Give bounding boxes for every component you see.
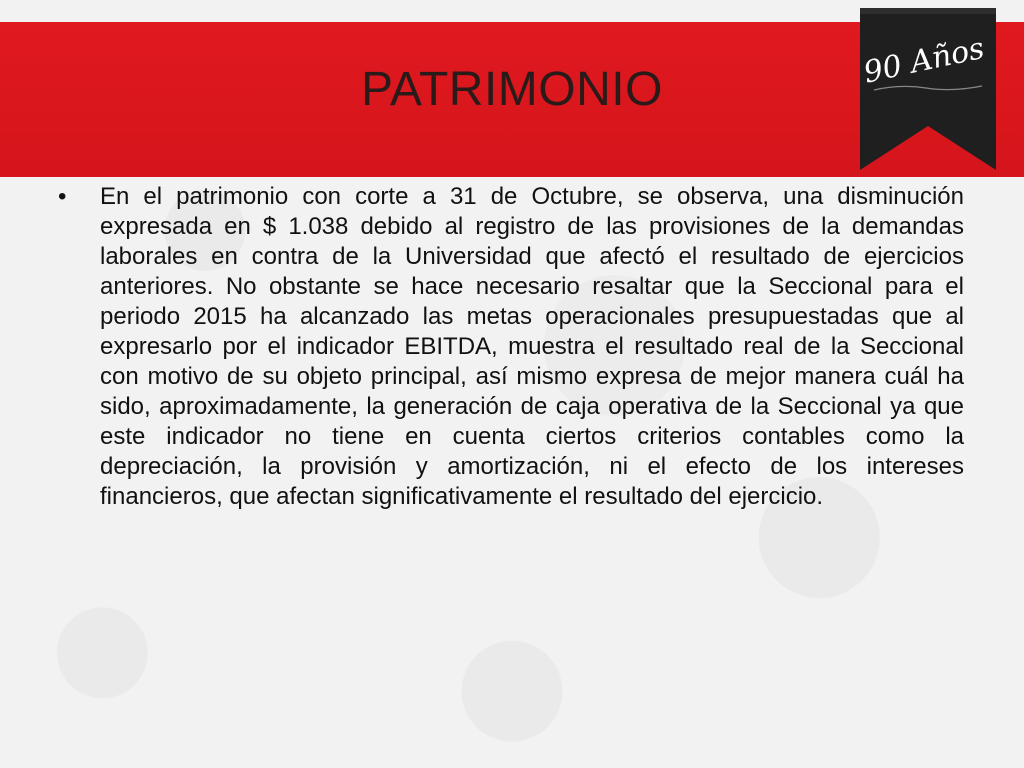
slide-title: PATRIMONIO [361,63,663,116]
bullet-text: En el patrimonio con corte a 31 de Octubre, se observa, una disminución expresada en $ 1.038 debido al registro de las provisiones de la demandas laborales en contra de la Universidad que afectó el resultado de ejercicios anteriores. No obstante se hace necesario resaltar que la Seccional para el periodo 2015 ha alcanzado las metas operacionales presupuestadas que al expresarlo por el indicador EBITDA, muestra el resultado real de la Seccional con motivo de su objeto principal, así mismo expresa de mejor manera cuál ha sido, aproximadamente, la generación de caja operativa de la Seccional ya que este indicador no tiene en cuenta ciertos criterios contables como la depreciación, la provisión y amortización, ni el efecto de los intereses financieros, que afectan significativamente el resultado del ejercicio. [100,183,964,510]
badge-text: 90 Años [860,30,988,91]
bullet-item [58,182,964,512]
bullet-marker: • [58,183,67,210]
slide-body [58,182,964,512]
ribbon-badge-icon [860,8,996,170]
